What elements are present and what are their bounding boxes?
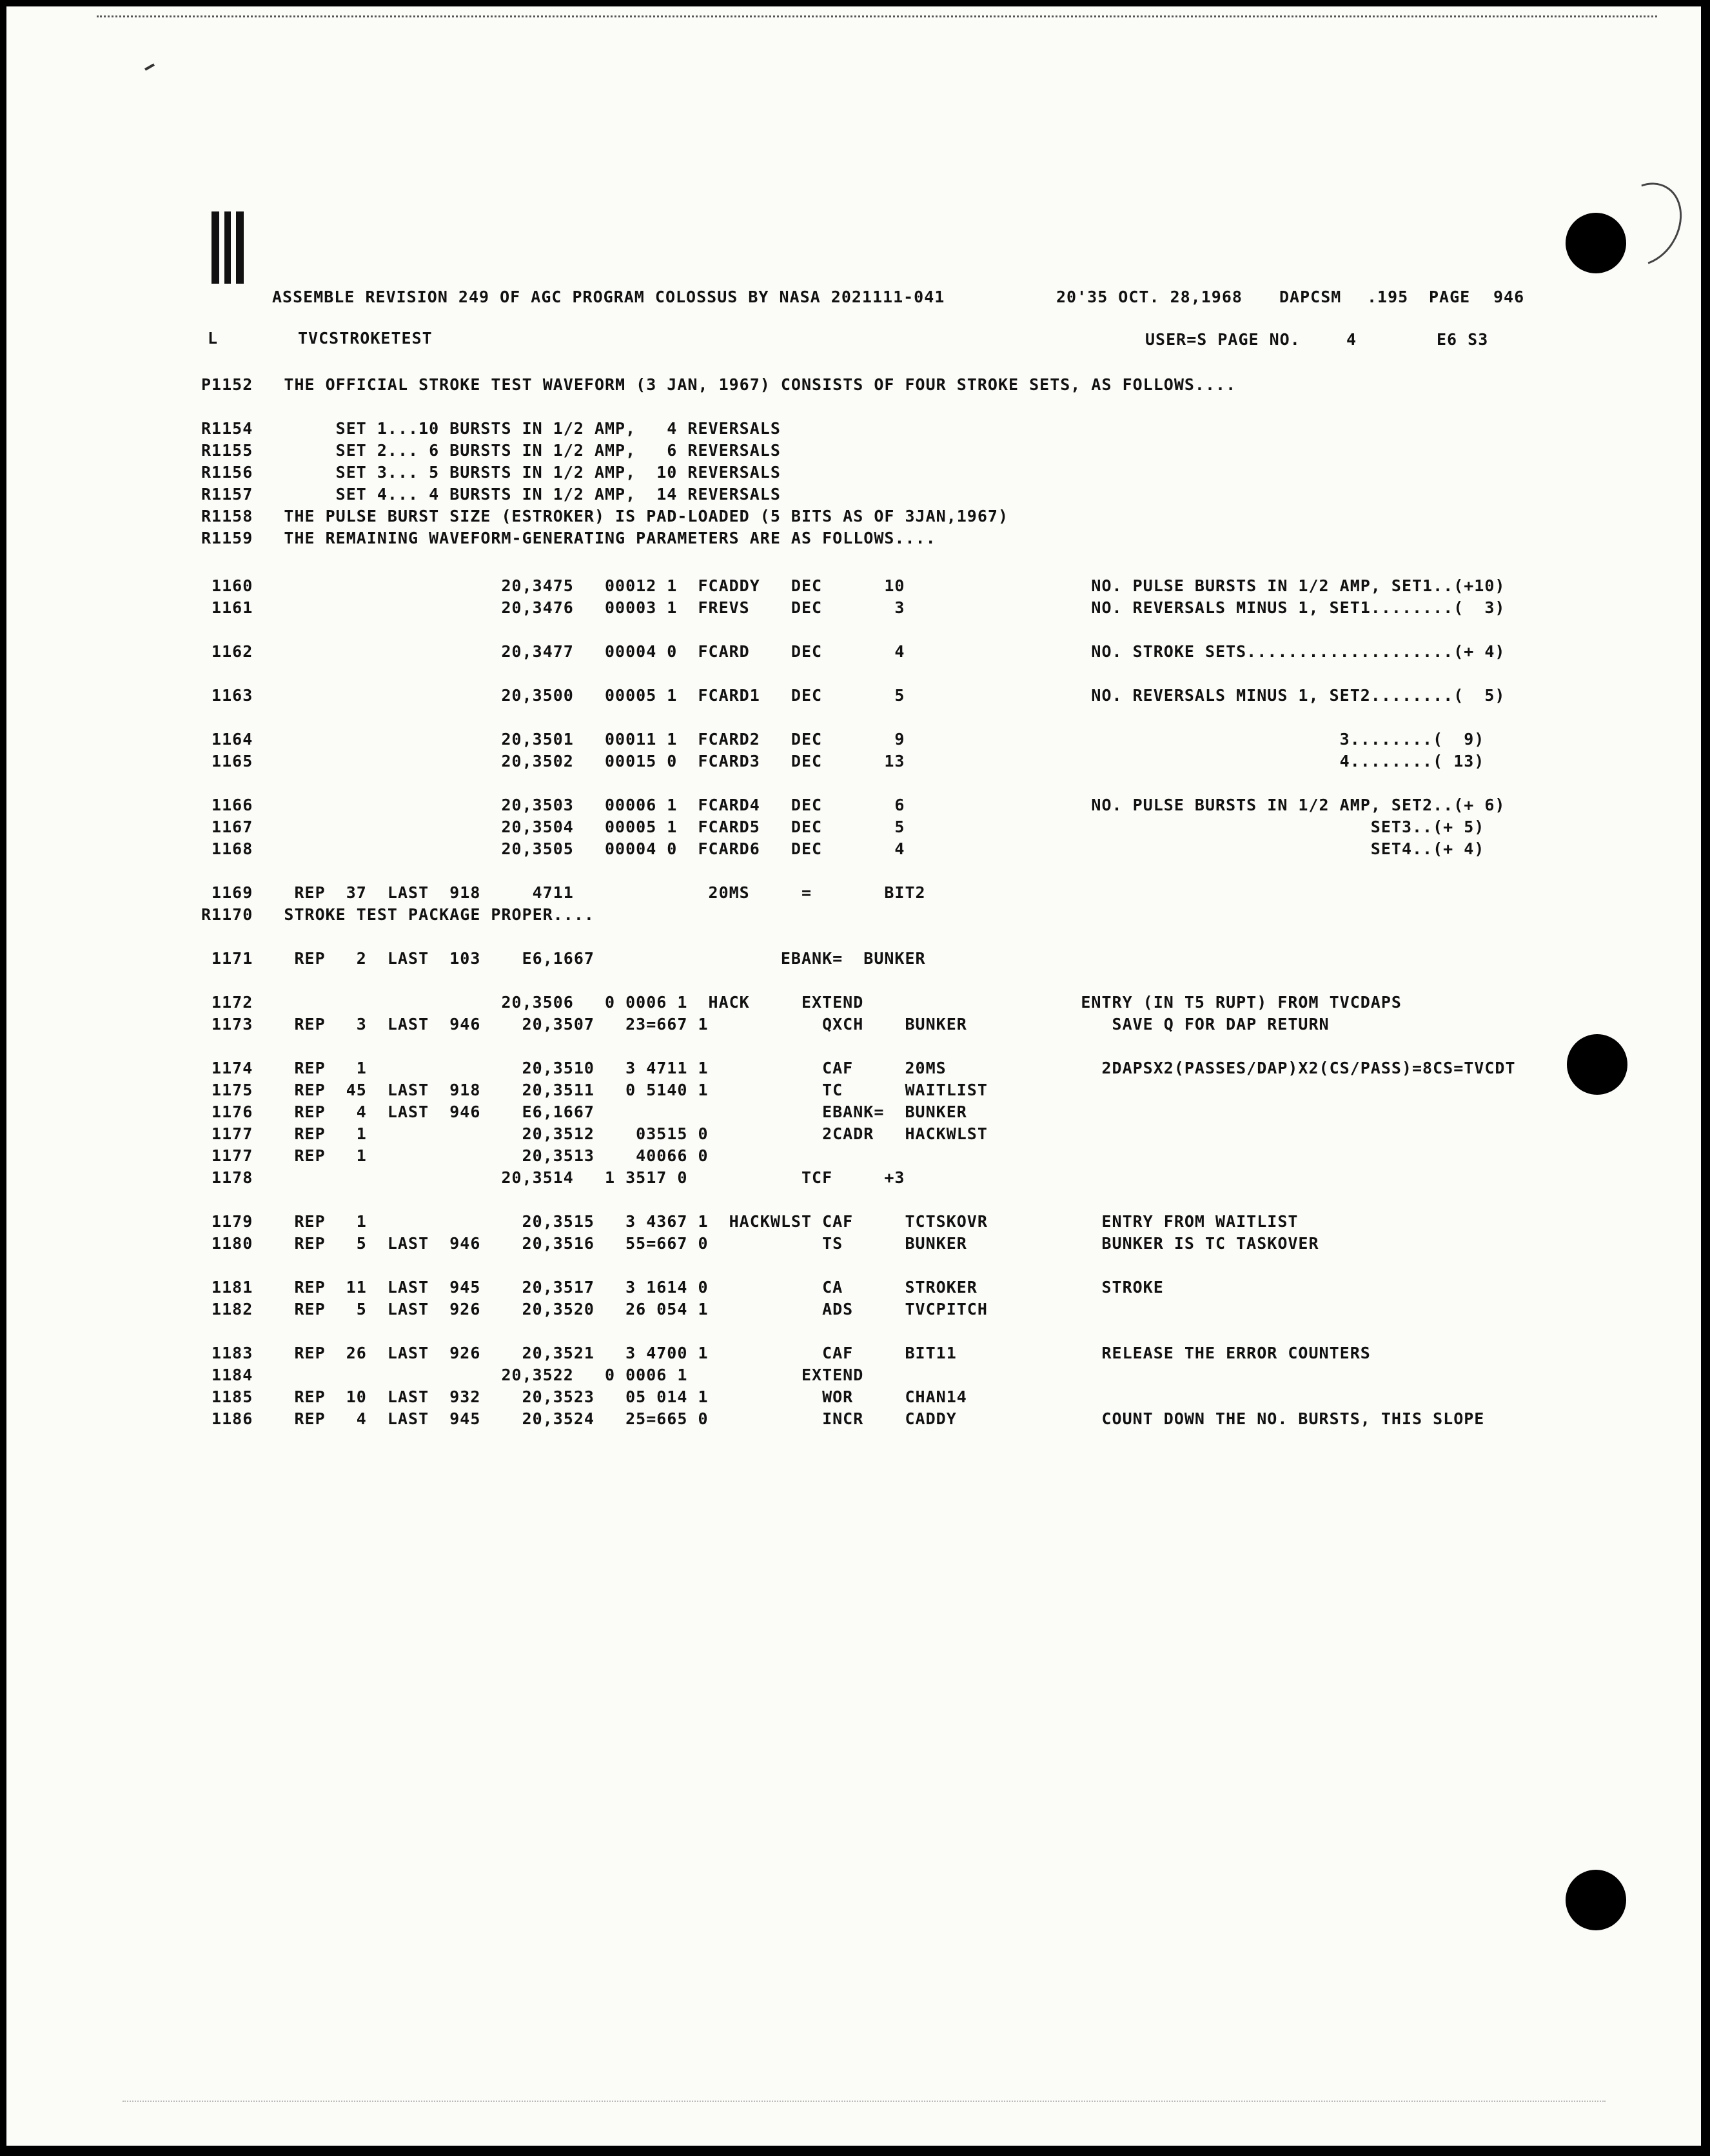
listing-line-1168: 1168 20,3505 00004 0 FCARD6 DEC 4 SET4..(+ 4): [201, 839, 1485, 858]
header-code: .195: [1367, 288, 1409, 306]
listing-line-1185: 1185 REP 10 LAST 932 20,3523 05 014 1 WOR CHAN14: [201, 1387, 967, 1406]
listing-line-1174: 1174 REP 1 20,3510 3 4711 1 CAF 20MS 2DAPSX2(PASSES/DAP)X2(CS/PASS)=8CS=TVCDT: [201, 1059, 1516, 1077]
listing-line-1164: 1164 20,3501 00011 1 FCARD2 DEC 9 3........( 9): [201, 730, 1485, 749]
pen-mark: [144, 63, 155, 70]
listing-line-r1158: R1158 THE PULSE BURST SIZE (ESTROKER) IS PAD-LOADED (5 BITS AS OF 3JAN,1967): [201, 507, 1008, 525]
listing-line-r1159: R1159 THE REMAINING WAVEFORM-GENERATING PARAMETERS ARE AS FOLLOWS....: [201, 529, 936, 547]
bottom-perforation-dots: [123, 2101, 1606, 2102]
listing-line-1172: 1172 20,3506 0 0006 1 HACK EXTEND ENTRY (IN T5 RUPT) FROM TVCDAPS: [201, 993, 1402, 1012]
column-l-label: L: [208, 329, 219, 348]
listing-line-1180: 1180 REP 5 LAST 946 20,3516 55=667 0 TS BUNKER BUNKER IS TC TASKOVER: [201, 1234, 1319, 1253]
listing-line-1182: 1182 REP 5 LAST 926 20,3520 26 054 1 ADS TVCPITCH: [201, 1300, 988, 1318]
listing-line-1179: 1179 REP 1 20,3515 3 4367 1 HACKWLST CAF TCTSKOVR ENTRY FROM WAITLIST: [201, 1212, 1299, 1231]
binder-hole-bottom: [1566, 1870, 1626, 1930]
log-section-name: TVCSTROKETEST: [298, 329, 433, 348]
header-page-number: 946: [1493, 288, 1525, 306]
user-page-label: USER=S PAGE NO.: [1145, 330, 1301, 349]
listing-line-1169: 1169 REP 37 LAST 918 4711 20MS = BIT2: [201, 883, 926, 902]
listing-line-1166: 1166 20,3503 00006 1 FCARD4 DEC 6 NO. PULSE BURSTS IN 1/2 AMP, SET2..(+ 6): [201, 796, 1506, 814]
user-page-number: 4: [1346, 330, 1357, 349]
e-label: E6 S3: [1437, 330, 1489, 349]
header-job: DAPCSM: [1279, 288, 1342, 306]
listing-line-1177a: 1177 REP 1 20,3512 03515 0 2CADR HACKWLST: [201, 1124, 988, 1143]
listing-line-r1155: R1155 SET 2... 6 BURSTS IN 1/2 AMP, 6 REVERSALS: [201, 441, 781, 460]
printout-page: [6, 6, 1701, 2146]
listing-line-1167: 1167 20,3504 00005 1 FCARD5 DEC 5 SET3..(+ 5): [201, 818, 1485, 836]
listing-line-1186: 1186 REP 4 LAST 945 20,3524 25=665 0 INCR CADDY COUNT DOWN THE NO. BURSTS, THIS SLOPE: [201, 1409, 1485, 1428]
listing-line-1160: 1160 20,3475 00012 1 FCADDY DEC 10 NO. PULSE BURSTS IN 1/2 AMP, SET1..(+10): [201, 576, 1506, 595]
listing-line-1184: 1184 20,3522 0 0006 1 EXTEND: [201, 1366, 864, 1384]
listing-line-1165: 1165 20,3502 00015 0 FCARD3 DEC 13 4........( 13): [201, 752, 1485, 770]
binder-hole-middle: [1567, 1034, 1627, 1095]
listing-line-1163: 1163 20,3500 00005 1 FCARD1 DEC 5 NO. REVERSALS MINUS 1, SET2........( 5): [201, 686, 1506, 705]
listing-line-1181: 1181 REP 11 LAST 945 20,3517 3 1614 0 CA STROKER STROKE: [201, 1278, 1164, 1297]
top-perforation-dots: [97, 15, 1657, 17]
header-page-label: PAGE: [1429, 288, 1471, 306]
listing-line-r1154: R1154 SET 1...10 BURSTS IN 1/2 AMP, 4 REVERSALS: [201, 419, 781, 438]
listing-line-r1156: R1156 SET 3... 5 BURSTS IN 1/2 AMP, 10 REVERSALS: [201, 463, 781, 482]
listing-line-1176: 1176 REP 4 LAST 946 E6,1667 EBANK= BUNKER: [201, 1102, 967, 1121]
listing-line-1178: 1178 20,3514 1 3517 0 TCF +3: [201, 1168, 905, 1187]
listing-line-p1152: P1152 THE OFFICIAL STROKE TEST WAVEFORM (3 JAN, 1967) CONSISTS OF FOUR STROKE SETS, AS FOLLOWS....: [201, 375, 1237, 394]
listing-line-1161: 1161 20,3476 00003 1 FREVS DEC 3 NO. REVERSALS MINUS 1, SET1........( 3): [201, 598, 1506, 617]
listing-line-1171: 1171 REP 2 LAST 103 E6,1667 EBANK= BUNKER: [201, 949, 926, 968]
page-marker-bars: [211, 211, 257, 284]
listing-line-r1170: R1170 STROKE TEST PACKAGE PROPER....: [201, 905, 595, 924]
listing-line-1162: 1162 20,3477 00004 0 FCARD DEC 4 NO. STROKE SETS....................(+ 4): [201, 642, 1506, 661]
listing-line-1183: 1183 REP 26 LAST 926 20,3521 3 4700 1 CAF BIT11 RELEASE THE ERROR COUNTERS: [201, 1344, 1371, 1362]
listing-line-1175: 1175 REP 45 LAST 918 20,3511 0 5140 1 TC WAITLIST: [201, 1081, 988, 1099]
listing-line-1173: 1173 REP 3 LAST 946 20,3507 23=667 1 QXCH BUNKER SAVE Q FOR DAP RETURN: [201, 1015, 1330, 1034]
header-datetime: 20'35 OCT. 28,1968: [1056, 288, 1243, 306]
header-title: ASSEMBLE REVISION 249 OF AGC PROGRAM COLOSSUS BY NASA 2021111-041: [272, 288, 945, 306]
listing-line-1177b: 1177 REP 1 20,3513 40066 0: [201, 1146, 709, 1165]
listing-line-r1157: R1157 SET 4... 4 BURSTS IN 1/2 AMP, 14 REVERSALS: [201, 485, 781, 504]
